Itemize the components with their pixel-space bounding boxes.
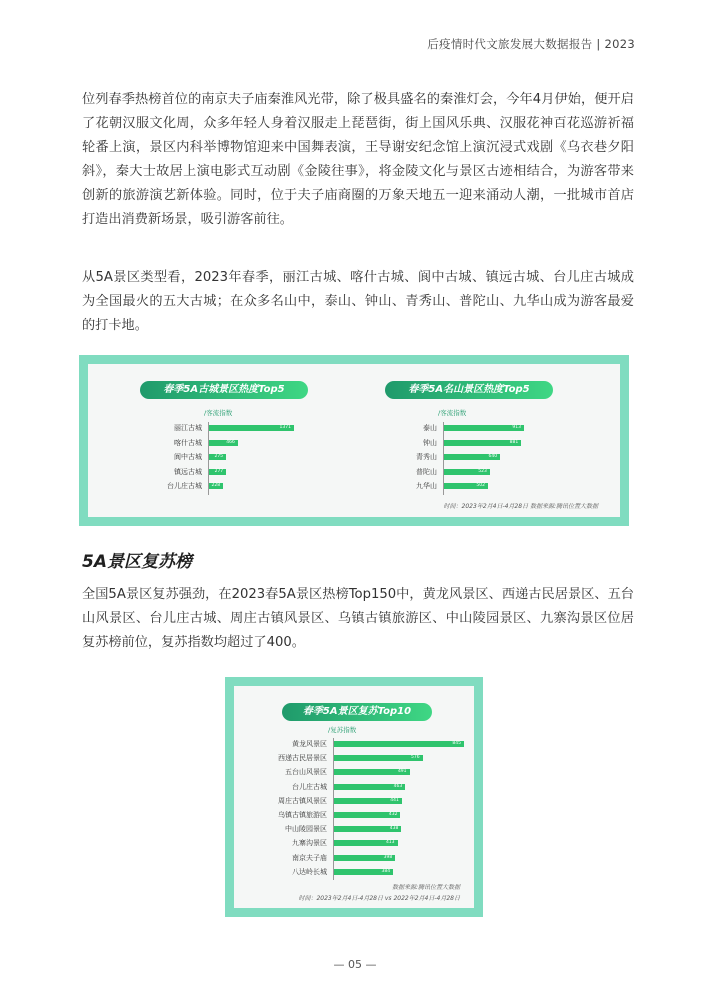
bar-value: 438 <box>389 826 399 832</box>
bar-value: 576 <box>411 755 420 761</box>
axis-unit-label: /复苏指数 <box>328 726 357 734</box>
page-number: — 05 — <box>333 958 377 971</box>
bar-label: 台儿庄古城 <box>167 482 202 490</box>
bar-label: 黄龙风景区 <box>292 740 327 748</box>
chart-title-mountains: 春季5A名山景区热度Top5 <box>385 381 553 399</box>
bar-label: 南京夫子庙 <box>292 853 327 862</box>
chart-title-ancient-cities: 春季5A古城景区热度Top5 <box>140 381 308 399</box>
bar-value: 228 <box>211 483 221 488</box>
bar-label: 西递古民居景区 <box>278 754 327 763</box>
bar-value: 384 <box>381 868 391 874</box>
bar-value: 491 <box>397 769 407 775</box>
report-header: 后疫情时代文旅发展大数据报告 | 2023 <box>427 37 635 51</box>
bar-label: 泰山 <box>423 424 437 432</box>
bar-label: 五台山风景区 <box>285 768 327 777</box>
chart-title-recovery: 春季5A景区复苏Top10 <box>282 703 432 721</box>
bar-value: 640 <box>488 454 498 459</box>
bar-label: 喀什古城 <box>174 438 202 447</box>
bar-label: 中山陵园景区 <box>285 825 327 834</box>
bar-label: 阆中古城 <box>174 453 202 461</box>
bar-label: 丽江古城 <box>174 424 202 432</box>
bar-value: 441 <box>390 797 399 803</box>
bar-label: 镇远古城 <box>174 467 202 476</box>
paragraph-fuzimiao: 位列春季热榜首位的南京夫子庙秦淮风光带，除了极具盛名的秦淮灯会，今年4月伊始，便开启了花朝汉服文化周，众多年轻人身着汉服走上琵琶街，街上国风乐典、汉服花神百花巡游祈福轮番上演，景区内科举博物馆迎来中国舞表演，王导谢安纪念馆上演沉浸式戏剧《乌衣巷夕阳斜》，秦大士故居上演电影式互动剧《金陵往事》，将金陵文化与景区古迹相结合，为游客带来创新的旅游演艺新体验。同时，位于夫子庙商圈的万象天地五一迎来涌动人潮，一批城市首店打造出消费新场景，吸引游客前往。 <box>82 92 634 227</box>
bar-value: 413 <box>385 840 395 846</box>
bar-label: 钟山 <box>423 438 437 447</box>
bar-value: 463 <box>393 783 403 789</box>
axis-unit-label: /客流指数 <box>204 409 233 417</box>
bar-label: 乌镇古镇旅游区 <box>278 811 327 819</box>
chart-source: 数据来源:腾讯位置大数据 <box>391 884 460 891</box>
bar-value: 881 <box>509 439 519 445</box>
bar-label: 周庄古镇风景区 <box>278 796 327 805</box>
chart-frame-inner <box>88 364 620 517</box>
bar-value: 845 <box>452 741 461 746</box>
bar-value: 913 <box>512 425 521 430</box>
bar-value: 432 <box>388 812 398 817</box>
chart-note: 时间：2023年2月4日-4月28日 数据来源:腾讯位置大数据 <box>443 503 598 510</box>
chart-frame-inner <box>234 686 474 908</box>
paragraph-recovery: 全国5A景区复苏强劲，在2023春5A景区热榜Top150中，黄龙风景区、西递古民居景区、五台山风景区、台儿庄古城、周庄古镇风景区、乌镇古镇旅游区、中山陵园景区、九寨沟景区位居复苏榜前位，复苏指数均超过了400。 <box>82 587 634 650</box>
bar-value: 275 <box>214 454 224 459</box>
paragraph-5a-types: 从5A景区类型看，2023年春季，丽江古城、喀什古城、阆中古城、镇远古城、台儿庄古城成为全国最火的五大古城；在众多名山中，泰山、钟山、青秀山、普陀山、九华山成为游客最爱的打卡地。 <box>82 270 634 333</box>
chart-note: 时间：2023年2月4日-4月28日 vs 2022年2月4日-4月28日 <box>298 895 460 902</box>
chart-frame-top5 <box>79 355 629 526</box>
chart-frame-recovery <box>225 677 483 917</box>
bar-label: 台儿庄古城 <box>292 782 327 791</box>
bar-label: 青秀山 <box>416 453 437 461</box>
bar-value: 1371 <box>279 425 291 430</box>
bar-label: 八达岭长城 <box>292 867 327 876</box>
bar-label: 九华山 <box>416 482 437 490</box>
bar-value: 502 <box>476 483 485 488</box>
bar-value: 523 <box>478 468 487 474</box>
bar-value: 277 <box>214 468 224 474</box>
bar-label: 九寨沟景区 <box>292 839 327 848</box>
bar-value: 398 <box>383 854 393 860</box>
bar-value: 466 <box>226 439 235 445</box>
section-title: 5A景区复苏榜 <box>82 552 192 572</box>
axis-unit-label: /客流指数 <box>438 409 467 417</box>
bar-label: 普陀山 <box>416 467 437 476</box>
